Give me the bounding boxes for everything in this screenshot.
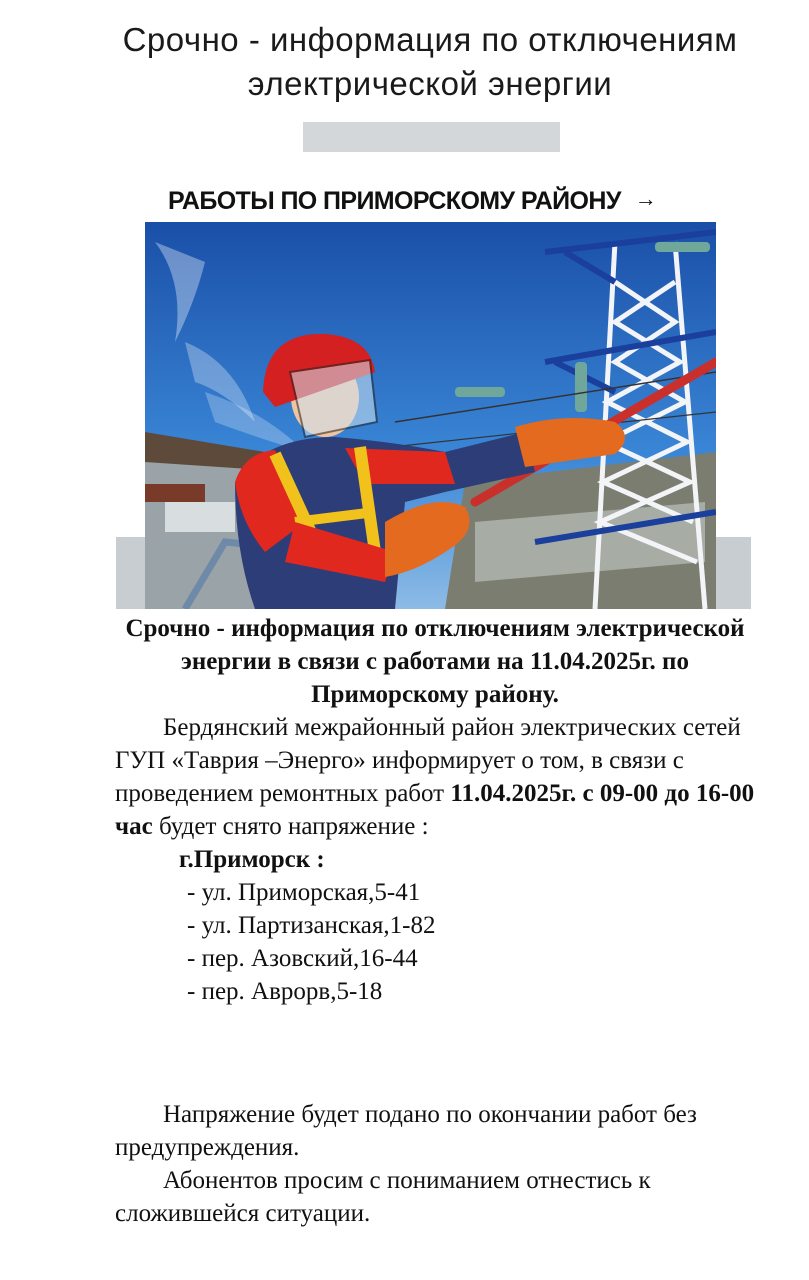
region-heading-text: РАБОТЫ ПО ПРИМОРСКОМУ РАЙОНУ [168,187,621,215]
closing-paragraph-2: Абонентов просим с пониманием отнестись к сложившейся ситуации. [115,1167,651,1227]
street-item: - ул. Приморская,5-41 [187,879,421,906]
city-name: г.Приморск : [179,846,325,873]
arrow-right-icon: → [634,186,657,211]
notice-intro-part1: Бердянский межрайонный район электрических сетей ГУП «Таврия –Энерго» информирует о том, в связи с проведением ремонтных работ [115,714,741,807]
street-list [115,876,755,1008]
header-highlight-bar [303,122,560,152]
spacer [115,1008,755,1098]
outage-notice [115,612,755,1230]
notice-title: Срочно - информация по отключениям электрической энергии в связи с работами на 11.04.2025г. по Приморскому району. [125,615,745,708]
page-title: Срочно - информация по отключениям электрической энергии [122,21,738,102]
notice-intro-part2: будет снято напряжение : [152,813,429,840]
notice-intro [115,711,755,843]
closing-paragraph-1: Напряжение будет подано по окончании работ без предупреждения. [115,1101,697,1161]
street-item: - пер. Аврорв,5-18 [187,978,383,1005]
region-heading [168,186,748,216]
power-line-worker-photo [145,222,716,609]
notice-date-time: 11.04.2025г. с 09-00 до 16-00 час [115,780,755,840]
street-item: - ул. Партизанская,1-82 [187,912,436,939]
street-item: - пер. Азовский,16-44 [187,945,418,972]
